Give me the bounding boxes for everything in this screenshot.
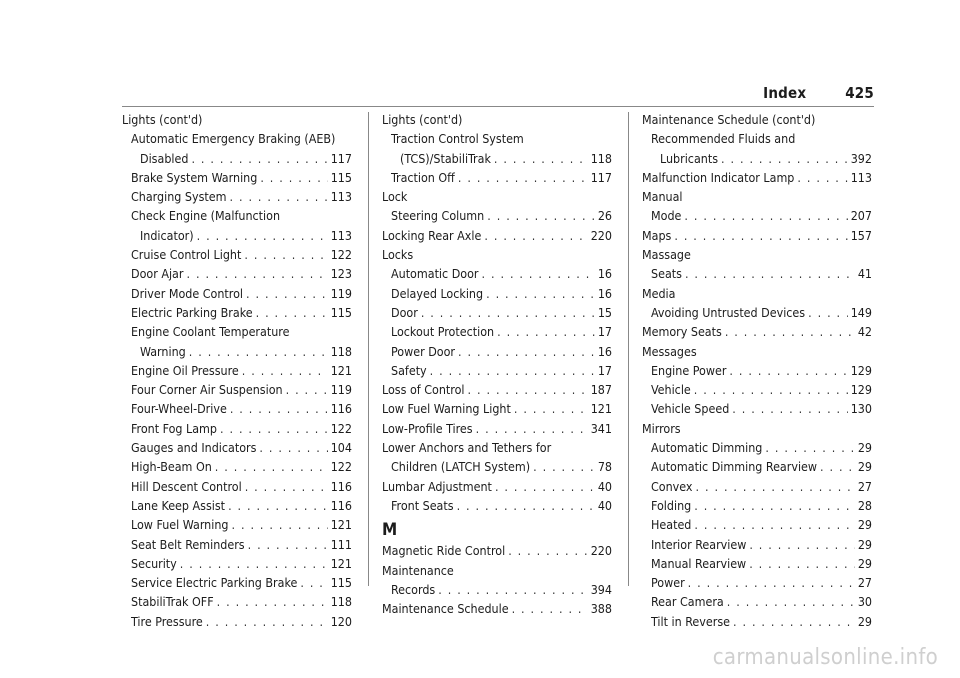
entry-page-number: 115	[330, 169, 352, 185]
index-entry	[122, 554, 352, 573]
entry-page-number: 121	[330, 555, 352, 571]
index-entry	[642, 342, 872, 361]
index-entry	[642, 380, 872, 399]
index-entry	[642, 322, 872, 341]
index-entry	[642, 592, 872, 611]
page-number: 425	[845, 84, 874, 102]
entry-page-number: 115	[330, 304, 352, 320]
watermark: carmanualsonline.info	[712, 645, 938, 670]
entry-text: Loss of Control	[382, 382, 465, 398]
leader-dots	[458, 168, 588, 187]
entry-text: Service Electric Parking Brake	[131, 575, 298, 591]
entry-page-number: 149	[850, 304, 872, 320]
entry-page-number: 119	[330, 285, 352, 301]
entry-page-number: 119	[330, 382, 352, 398]
entry-text: Brake System Warning	[131, 169, 258, 185]
index-entry	[382, 129, 612, 148]
leader-dots	[438, 580, 587, 599]
entry-text: Children (LATCH System)	[391, 459, 531, 475]
page-header	[763, 84, 874, 102]
index-entry	[122, 457, 352, 476]
leader-dots	[749, 535, 854, 554]
entry-text: Seat Belt Reminders	[131, 536, 245, 552]
leader-dots	[430, 361, 595, 380]
index-entry	[382, 496, 612, 515]
section-title: Index	[763, 84, 807, 102]
index-entry	[122, 573, 352, 592]
index-entry	[642, 264, 872, 283]
entry-text: Gauges and Indicators	[131, 440, 257, 456]
leader-dots	[242, 361, 328, 380]
entry-page-number: 394	[590, 581, 612, 597]
entry-page-number: 220	[590, 227, 612, 243]
index-letter-heading: M	[382, 520, 398, 541]
entry-page-number: 17	[597, 362, 612, 378]
entry-text: Power	[651, 575, 685, 591]
entry-text: Delayed Locking	[391, 285, 484, 301]
entry-text: Lower Anchors and Tethers for	[382, 440, 552, 456]
index-entry	[642, 245, 872, 264]
entry-text: Safety	[391, 362, 427, 378]
index-entry	[642, 129, 872, 148]
index-entry	[642, 110, 872, 129]
leader-dots	[259, 438, 327, 457]
entry-text: Front Seats	[391, 497, 454, 513]
entry-text: Automatic Door	[391, 266, 479, 282]
entry-text: Automatic Dimming Rearview	[651, 459, 818, 475]
leader-dots	[286, 380, 328, 399]
leader-dots	[495, 477, 595, 496]
entry-page-number: 118	[330, 343, 352, 359]
leader-dots	[482, 264, 595, 283]
entry-text: Tilt in Reverse	[651, 613, 730, 629]
index-entry	[122, 168, 352, 187]
entry-text: Convex	[651, 478, 693, 494]
entry-text: Manual Rearview	[651, 555, 747, 571]
entry-text: Warning	[140, 343, 186, 359]
entry-page-number: 121	[590, 401, 612, 417]
leader-dots	[232, 515, 328, 534]
leader-dots	[206, 612, 328, 631]
index-entry	[122, 206, 352, 225]
entry-text: Massage	[642, 247, 691, 263]
index-column-3	[642, 110, 872, 631]
leader-dots	[229, 187, 327, 206]
entry-text: Engine Coolant Temperature	[131, 324, 290, 340]
entry-page-number: 111	[330, 536, 352, 552]
leader-dots	[696, 477, 855, 496]
index-entry	[382, 541, 612, 560]
entry-text: Door	[391, 304, 418, 320]
entry-page-number: 29	[857, 613, 872, 629]
entry-text: Automatic Emergency Braking (AEB)	[131, 131, 336, 147]
entry-text: Check Engine (Malfunction	[131, 208, 281, 224]
index-entry	[642, 573, 872, 592]
index-entry	[642, 361, 872, 380]
index-entry	[382, 342, 612, 361]
entry-text: Traction Off	[391, 169, 455, 185]
index-entry	[642, 438, 872, 457]
entry-text: Steering Column	[391, 208, 485, 224]
index-entry	[382, 284, 612, 303]
entry-text: Hill Descent Control	[131, 478, 242, 494]
index-entry	[382, 438, 612, 457]
index-entry	[122, 477, 352, 496]
entry-text: Heated	[651, 517, 692, 533]
entry-page-number: 220	[590, 543, 612, 559]
leader-dots	[245, 477, 328, 496]
entry-page-number: 113	[330, 227, 352, 243]
leader-dots	[732, 399, 847, 418]
entry-page-number: 207	[850, 208, 872, 224]
index-entry	[122, 264, 352, 283]
leader-dots	[749, 554, 855, 573]
entry-text: Engine Power	[651, 362, 727, 378]
entry-page-number: 15	[597, 304, 612, 320]
entry-text: (TCS)/StabiliTrak	[400, 150, 491, 166]
entry-page-number: 129	[850, 382, 872, 398]
column-divider	[628, 112, 629, 586]
entry-page-number: 341	[590, 420, 612, 436]
index-entry	[642, 554, 872, 573]
entry-page-number: 122	[330, 420, 352, 436]
entry-text: Mode	[651, 208, 682, 224]
entry-page-number: 28	[857, 497, 872, 513]
leader-dots	[508, 541, 588, 560]
index-entry	[382, 245, 612, 264]
index-entry	[122, 612, 352, 631]
leader-dots	[497, 322, 595, 341]
leader-dots	[694, 515, 854, 534]
entry-page-number: 27	[857, 478, 872, 494]
entry-text: Malfunction Indicator Lamp	[642, 169, 795, 185]
entry-text: Manual	[642, 189, 683, 205]
entry-page-number: 29	[857, 555, 872, 571]
leader-dots	[725, 322, 855, 341]
index-entry	[122, 110, 352, 129]
index-entry	[642, 303, 872, 322]
entry-page-number: 392	[850, 150, 872, 166]
index-entry	[642, 477, 872, 496]
leader-dots	[684, 206, 847, 225]
entry-page-number: 118	[330, 594, 352, 610]
index-entry	[122, 515, 352, 534]
entry-page-number: 116	[330, 497, 352, 513]
index-entry	[642, 515, 872, 534]
leader-dots	[246, 284, 328, 303]
index-entry	[382, 187, 612, 206]
entry-text: StabiliTrak OFF	[131, 594, 214, 610]
entry-text: Memory Seats	[642, 324, 722, 340]
index-entry	[122, 380, 352, 399]
leader-dots	[484, 226, 587, 245]
leader-dots	[458, 342, 595, 361]
index-entry	[382, 149, 612, 168]
index-entry	[382, 361, 612, 380]
entry-text: Indicator)	[140, 227, 194, 243]
entry-text: Maintenance	[382, 562, 454, 578]
leader-dots	[694, 380, 848, 399]
entry-page-number: 122	[330, 459, 352, 475]
entry-text: Rear Camera	[651, 594, 724, 610]
index-column-1	[122, 110, 352, 631]
entry-text: Interior Rearview	[651, 536, 747, 552]
leader-dots	[733, 612, 855, 631]
entry-text: Media	[642, 285, 676, 301]
index-column-2	[382, 110, 612, 618]
index-entry	[382, 399, 612, 418]
entry-text: Seats	[651, 266, 682, 282]
entry-text: Electric Parking Brake	[131, 304, 253, 320]
entry-page-number: 116	[330, 401, 352, 417]
entry-page-number: 157	[850, 227, 872, 243]
entry-text: Engine Oil Pressure	[131, 362, 239, 378]
index-entry	[122, 245, 352, 264]
entry-page-number: 113	[850, 169, 872, 185]
index-entry	[642, 206, 872, 225]
entry-text: Maintenance Schedule	[382, 601, 509, 617]
entry-page-number: 115	[330, 575, 352, 591]
index-entry	[122, 342, 352, 361]
entry-text: Low-Profile Tires	[382, 420, 473, 436]
column-divider	[368, 112, 369, 586]
leader-dots	[820, 457, 855, 476]
entry-text: Lane Keep Assist	[131, 497, 226, 513]
entry-page-number: 78	[597, 459, 612, 475]
entry-text: Maps	[642, 227, 672, 243]
entry-text: Lumbar Adjustment	[382, 478, 492, 494]
leader-dots	[186, 264, 327, 283]
leader-dots	[494, 149, 588, 168]
entry-text: Tire Pressure	[131, 613, 203, 629]
index-entry	[382, 599, 612, 618]
entry-page-number: 16	[597, 285, 612, 301]
index-entry	[122, 322, 352, 341]
index-entry	[642, 399, 872, 418]
entry-text: Low Fuel Warning Light	[382, 401, 511, 417]
leader-dots	[512, 599, 588, 618]
index-entry	[122, 129, 352, 148]
index-entry	[382, 206, 612, 225]
index-entry	[382, 457, 612, 476]
leader-dots	[256, 303, 328, 322]
entry-text: Four-Wheel-Drive	[131, 401, 227, 417]
leader-dots	[808, 303, 848, 322]
leader-dots	[476, 419, 588, 438]
entry-page-number: 129	[850, 362, 872, 378]
entry-page-number: 29	[857, 517, 872, 533]
entry-text: Lock	[382, 189, 408, 205]
index-entry	[382, 264, 612, 283]
leader-dots	[180, 554, 328, 573]
entry-text: Traction Control System	[391, 131, 524, 147]
entry-text: Disabled	[140, 150, 189, 166]
entry-text: Magnetic Ride Control	[382, 543, 506, 559]
index-entry	[382, 477, 612, 496]
index-entry	[122, 361, 352, 380]
leader-dots	[189, 342, 328, 361]
entry-page-number: 17	[597, 324, 612, 340]
index-entry	[382, 322, 612, 341]
leader-dots	[674, 226, 847, 245]
index-entry	[382, 110, 612, 129]
leader-dots	[220, 419, 328, 438]
entry-text: Driver Mode Control	[131, 285, 244, 301]
leader-dots	[197, 226, 328, 245]
index-entry	[382, 168, 612, 187]
index-entry	[122, 419, 352, 438]
entry-page-number: 40	[597, 478, 612, 494]
leader-dots	[248, 535, 328, 554]
entry-page-number: 122	[330, 247, 352, 263]
index-entry	[122, 226, 352, 245]
leader-dots	[215, 457, 328, 476]
leader-dots	[727, 592, 855, 611]
leader-dots	[688, 573, 855, 592]
index-entry	[642, 284, 872, 303]
index-entry	[642, 168, 872, 187]
index-entry	[382, 419, 612, 438]
index-entry	[642, 612, 872, 631]
leader-dots	[487, 206, 595, 225]
header-rule	[122, 106, 874, 107]
index-entry	[122, 438, 352, 457]
entry-text: Folding	[651, 497, 692, 513]
entry-text: Mirrors	[642, 420, 681, 436]
entry-page-number: 40	[597, 497, 612, 513]
index-entry	[642, 187, 872, 206]
entry-page-number: 29	[857, 536, 872, 552]
index-entry	[382, 580, 612, 599]
entry-page-number: 118	[590, 150, 612, 166]
entry-page-number: 121	[330, 362, 352, 378]
index-entry	[122, 496, 352, 515]
index-entry	[642, 496, 872, 515]
entry-page-number: 41	[857, 266, 872, 282]
leader-dots	[729, 361, 847, 380]
index-entry	[642, 149, 872, 168]
entry-page-number: 187	[590, 382, 612, 398]
entry-page-number: 16	[597, 266, 612, 282]
leader-dots	[457, 496, 595, 515]
entry-text: Security	[131, 555, 177, 571]
index-entry	[122, 149, 352, 168]
entry-page-number: 120	[330, 613, 352, 629]
leader-dots	[685, 264, 855, 283]
entry-text: Cruise Control Light	[131, 247, 242, 263]
entry-page-number: 29	[857, 459, 872, 475]
entry-text: Low Fuel Warning	[131, 517, 229, 533]
entry-text: Lockout Protection	[391, 324, 495, 340]
entry-text: Vehicle	[651, 382, 691, 398]
index-entry	[382, 380, 612, 399]
entry-text: Power Door	[391, 343, 455, 359]
leader-dots	[244, 245, 327, 264]
leader-dots	[765, 438, 854, 457]
index-entry	[642, 419, 872, 438]
entry-page-number: 104	[330, 440, 352, 456]
entry-page-number: 116	[330, 478, 352, 494]
leader-dots	[217, 592, 328, 611]
index-entry	[382, 226, 612, 245]
index-entry	[382, 303, 612, 322]
entry-page-number: 27	[857, 575, 872, 591]
index-entry	[122, 284, 352, 303]
entry-text: Locks	[382, 247, 414, 263]
leader-dots	[421, 303, 595, 322]
leader-dots	[260, 168, 327, 187]
entry-page-number: 130	[850, 401, 872, 417]
leader-dots	[533, 457, 595, 476]
entry-text: Avoiding Untrusted Devices	[651, 304, 806, 320]
index-entry	[122, 535, 352, 554]
index-entry	[122, 187, 352, 206]
entry-page-number: 123	[330, 266, 352, 282]
index-entry	[122, 399, 352, 418]
leader-dots	[191, 149, 327, 168]
entry-page-number: 30	[857, 594, 872, 610]
entry-text: Recommended Fluids and	[651, 131, 796, 147]
leader-dots	[228, 496, 328, 515]
index-entry	[122, 303, 352, 322]
entry-page-number: 117	[590, 169, 612, 185]
entry-text: Lubricants	[660, 150, 719, 166]
entry-text: Lights (cont'd)	[122, 112, 203, 127]
entry-text: High-Beam On	[131, 459, 212, 475]
leader-dots	[721, 149, 848, 168]
entry-text: Four Corner Air Suspension	[131, 382, 283, 398]
index-entry	[642, 226, 872, 245]
entry-text: Door Ajar	[131, 266, 184, 282]
entry-page-number: 16	[597, 343, 612, 359]
entry-page-number: 117	[330, 150, 352, 166]
entry-text: Messages	[642, 343, 697, 359]
entry-text: Records	[391, 581, 436, 597]
leader-dots	[300, 573, 327, 592]
leader-dots	[486, 284, 595, 303]
entry-text: Maintenance Schedule (cont'd)	[642, 112, 816, 127]
entry-text: Lights (cont'd)	[382, 112, 463, 127]
entry-page-number: 388	[590, 601, 612, 617]
index-entry	[122, 592, 352, 611]
index-entry	[642, 535, 872, 554]
entry-page-number: 26	[597, 208, 612, 224]
entry-text: Automatic Dimming	[651, 440, 763, 456]
entry-page-number: 42	[857, 324, 872, 340]
leader-dots	[694, 496, 855, 515]
leader-dots	[468, 380, 588, 399]
leader-dots	[797, 168, 847, 187]
index-entry	[382, 561, 612, 580]
entry-text: Locking Rear Axle	[382, 227, 482, 243]
entry-page-number: 121	[330, 517, 352, 533]
entry-text: Vehicle Speed	[651, 401, 730, 417]
entry-page-number: 29	[857, 440, 872, 456]
leader-dots	[514, 399, 588, 418]
index-entry	[642, 457, 872, 476]
entry-text: Charging System	[131, 189, 227, 205]
entry-page-number: 113	[330, 189, 352, 205]
leader-dots	[230, 399, 328, 418]
entry-text: Front Fog Lamp	[131, 420, 217, 436]
